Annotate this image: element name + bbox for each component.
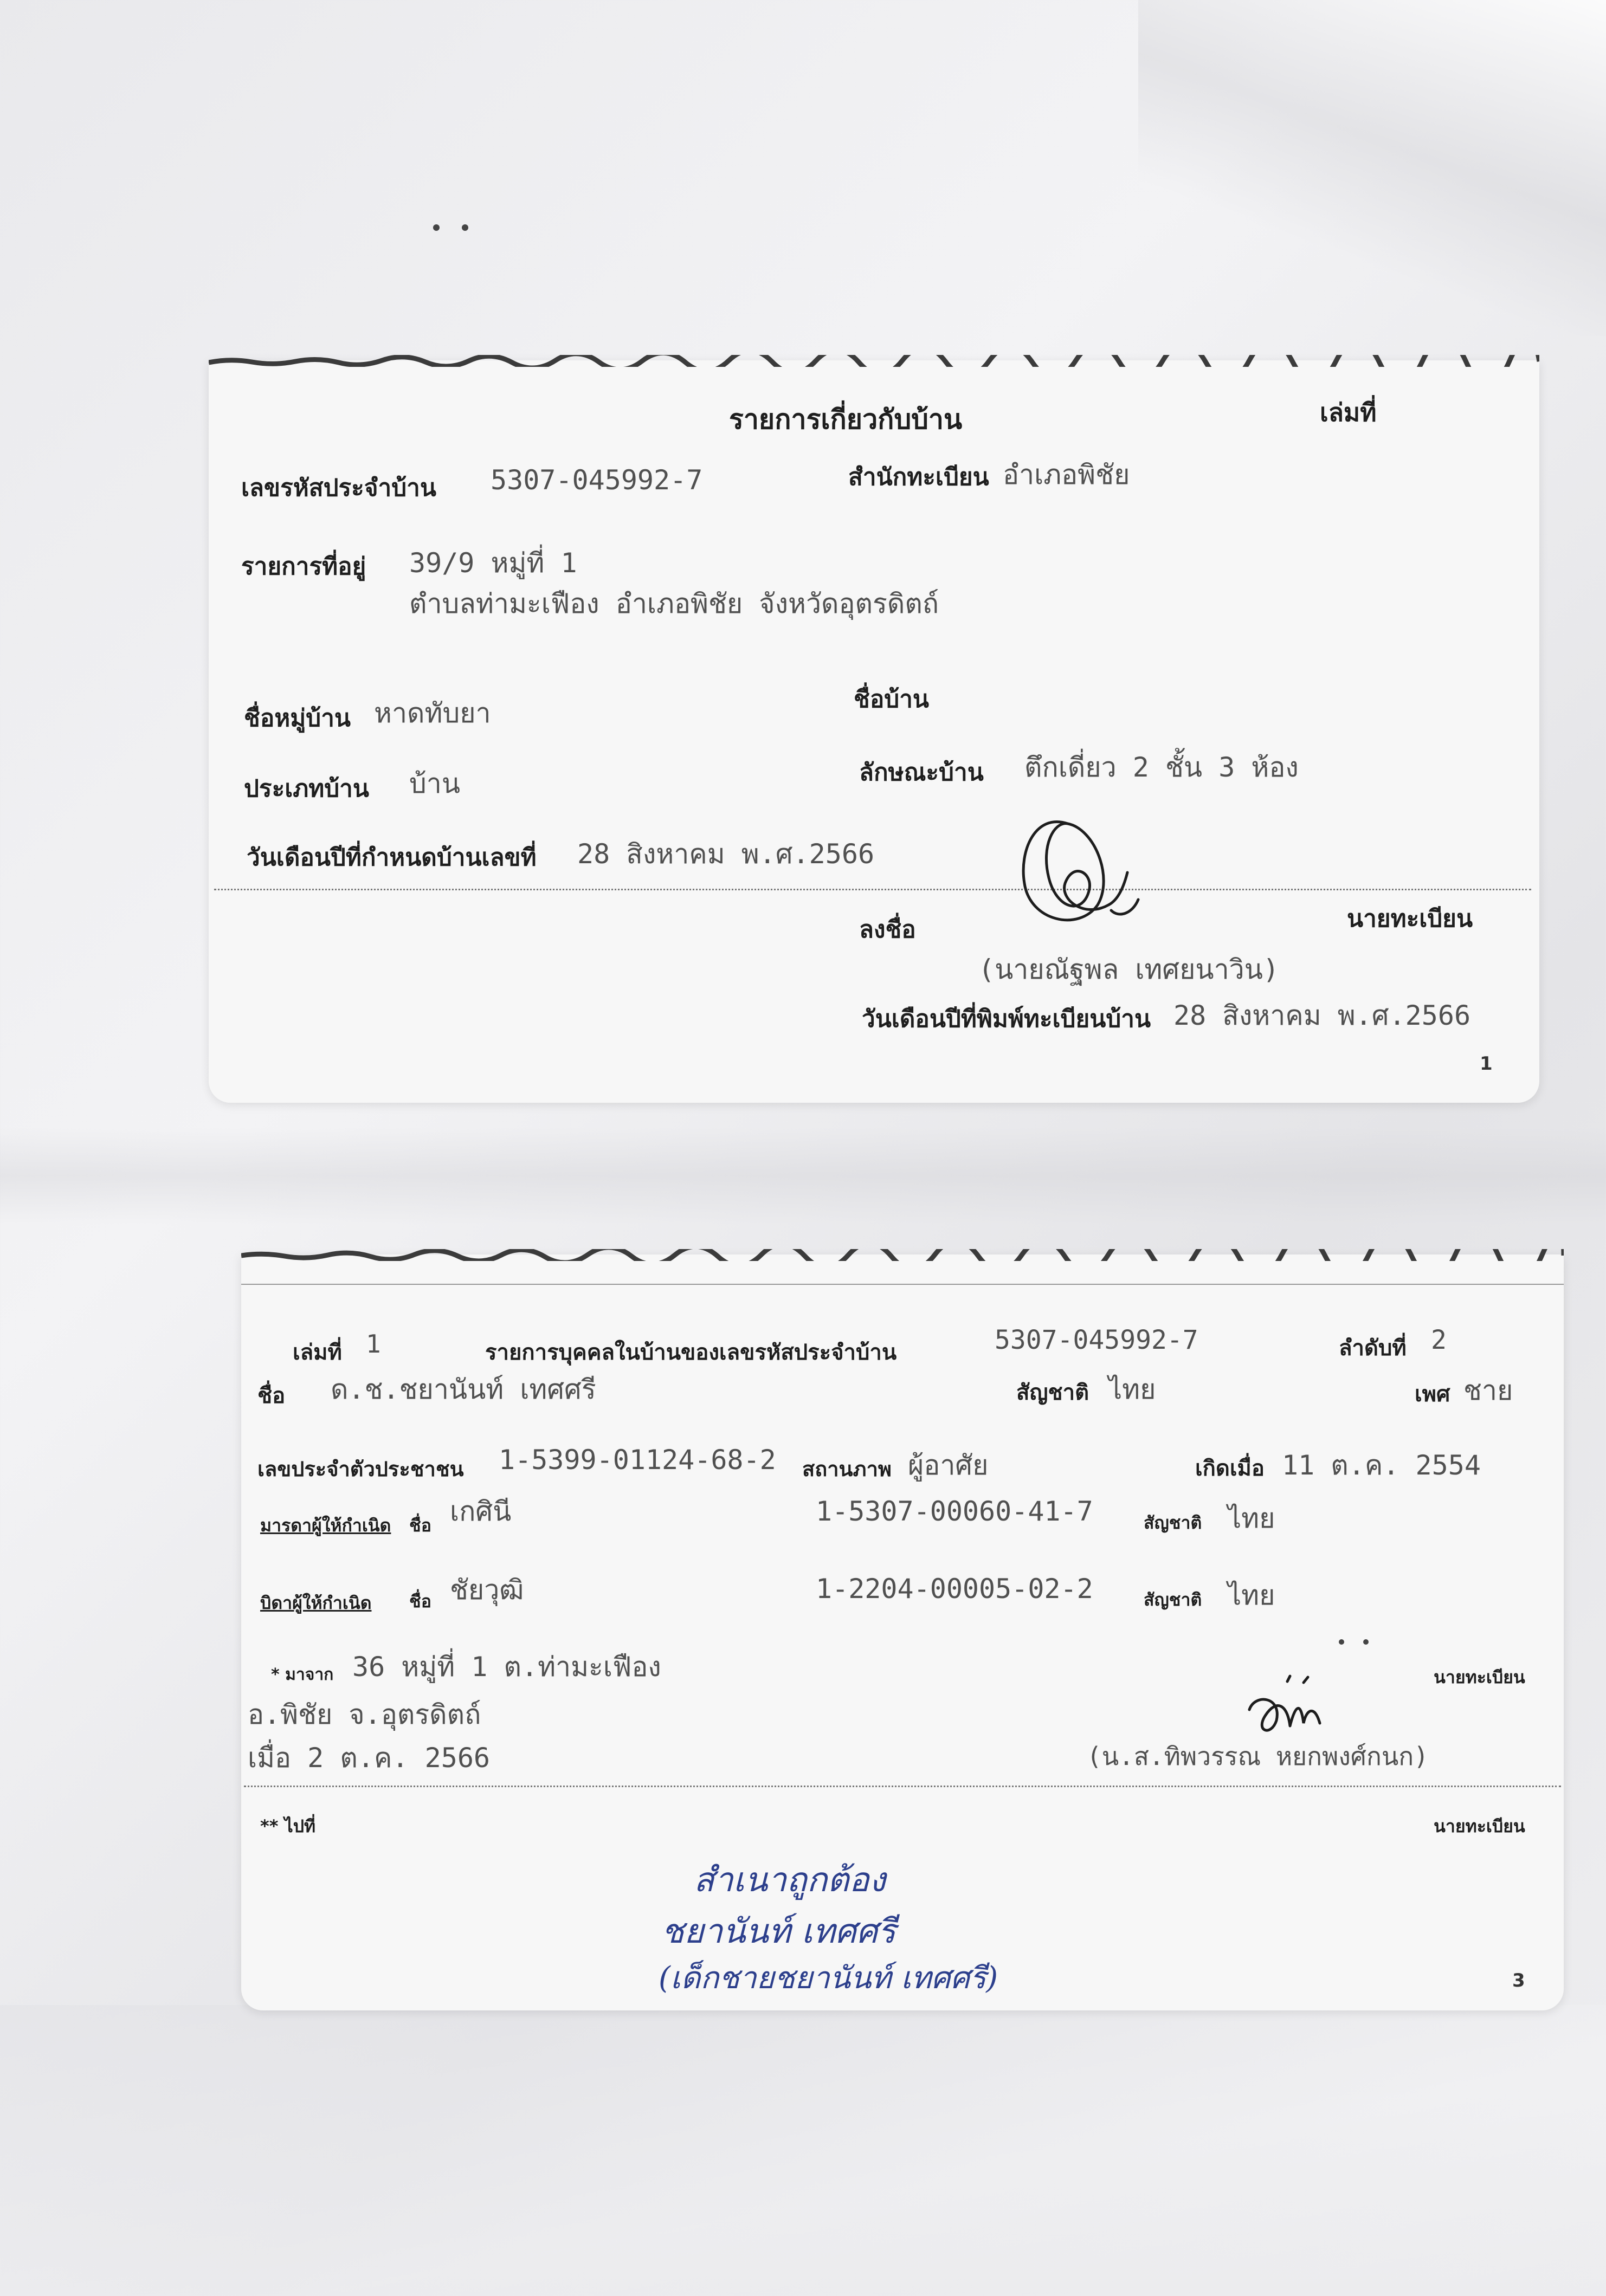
page-number: 1 — [1480, 1053, 1493, 1075]
mother-id: 1-5307-00060-41-7 — [816, 1496, 1093, 1527]
nationality: ไทย — [1108, 1374, 1156, 1405]
book-label: เล่มที่ — [1320, 398, 1377, 427]
mother-nationality-label: สัญชาติ — [1144, 1512, 1202, 1533]
father-nationality: ไทย — [1228, 1580, 1275, 1611]
print-date-label: วันเดือนปีที่พิมพ์ทะเบียนบ้าน — [862, 1005, 1151, 1033]
father-label: บิดาผู้ให้กำเนิด — [260, 1593, 372, 1613]
house-type: บ้าน — [409, 768, 460, 799]
house-code: 5307-045992-7 — [491, 464, 703, 496]
address-label: รายการที่อยู่ — [241, 553, 366, 580]
book-number: 1 — [366, 1329, 381, 1359]
father-name: ชัยวุฒิ — [450, 1574, 524, 1606]
house-name-label: ชื่อบ้าน — [854, 685, 930, 713]
mother-name-label: ชื่อ — [409, 1515, 431, 1536]
paper-crease-top — [1138, 0, 1606, 336]
moved-to-label: ** ไปที่ — [260, 1816, 316, 1836]
mother-nationality: ไทย — [1228, 1503, 1275, 1534]
nationality-label: สัญชาติ — [1016, 1380, 1089, 1405]
moved-from-line2: อ.พิชัย จ.อุตรดิตถ์ — [248, 1699, 481, 1730]
book-label: เล่มที่ — [293, 1340, 342, 1365]
house-number-date: 28 สิงหาคม พ.ศ.2566 — [577, 838, 875, 870]
house-code-label: เลขรหัสประจำบ้าน — [241, 474, 436, 502]
registrar-name: (น.ส.ทิพวรรณ หยกพงศ์กนก) — [1087, 1742, 1429, 1771]
sex: ชาย — [1463, 1375, 1513, 1406]
moved-from-line1: 36 หมู่ที่ 1 ต.ท่ามะเฟือง — [352, 1651, 661, 1683]
ink-dots — [1336, 1637, 1374, 1647]
birth-date: 11 ต.ค. 2554 — [1282, 1450, 1481, 1481]
house-character: ตึกเดี่ยว 2 ชั้น 3 ห้อง — [1024, 752, 1299, 783]
father-nationality-label: สัญชาติ — [1144, 1589, 1202, 1610]
moved-from-line3: เมื่อ 2 ต.ค. 2566 — [248, 1742, 491, 1774]
registry-office: อำเภอพิชัย — [1003, 459, 1130, 490]
status: ผู้อาศัย — [908, 1450, 989, 1481]
status-label: สถานภาพ — [802, 1457, 892, 1481]
dotted-divider — [214, 889, 1531, 890]
house-character-label: ลักษณะบ้าน — [859, 759, 984, 786]
person-record-title: รายการบุคคลในบ้านของเลขรหัสประจำบ้าน — [485, 1340, 897, 1365]
birth-label: เกิดเมื่อ — [1195, 1456, 1265, 1481]
paper-crease-bottom — [0, 2005, 1606, 2296]
mother-name: เกศินี — [450, 1496, 512, 1527]
sex-label: เพศ — [1415, 1382, 1450, 1407]
person-name: ด.ช.ชยานันท์ เทศศรี — [331, 1374, 596, 1405]
handwritten-signature-name: ชยานันท์ เทศศรี — [661, 1911, 896, 1951]
order-label: ลำดับที่ — [1339, 1336, 1407, 1361]
registrar-name: (นายณัฐพล เทศยนาวิน) — [978, 954, 1280, 985]
registrar-label: นายทะเบียน — [1347, 905, 1473, 933]
address-line1: 39/9 หมู่ที่ 1 — [409, 547, 577, 579]
top-rule — [241, 1284, 1564, 1285]
house-number-date-label: วันเดือนปีที่กำหนดบ้านเลขที่ — [247, 844, 537, 871]
paper-crease-middle — [0, 1127, 1606, 1225]
ink-dots — [428, 219, 477, 236]
house-record-title: รายการเกี่ยวกับบ้าน — [729, 404, 963, 435]
torn-edge — [209, 355, 1539, 367]
registrar-label: นายทะเบียน — [1434, 1667, 1525, 1687]
father-id: 1-2204-00005-02-2 — [816, 1573, 1093, 1605]
house-code: 5307-045992-7 — [995, 1325, 1198, 1355]
address-line2: ตำบลท่ามะเฟือง อำเภอพิชัย จังหวัดอุตรดิตถ์ — [409, 588, 939, 619]
torn-edge — [241, 1249, 1564, 1261]
village-name: หาดทับยา — [374, 697, 491, 729]
id-number: 1-5399-01124-68-2 — [499, 1444, 776, 1476]
village-name-label: ชื่อหมู่บ้าน — [244, 704, 351, 732]
handwritten-full-name: (เด็กชายชยานันท์ เทศศรี) — [659, 1961, 998, 1996]
person-record-card — [241, 1254, 1564, 2010]
registrar-signature — [1003, 802, 1144, 948]
handwritten-certified-copy: สำเนาถูกต้อง — [694, 1860, 886, 1899]
registrar-label-2: นายทะเบียน — [1434, 1816, 1525, 1836]
name-label: ชื่อ — [257, 1383, 286, 1408]
id-label: เลขประจำตัวประชาชน — [257, 1457, 464, 1481]
house-record-card — [209, 360, 1539, 1103]
dotted-divider — [244, 1786, 1561, 1787]
registrar-signature — [1239, 1672, 1347, 1748]
house-type-label: ประเภทบ้าน — [244, 775, 369, 803]
mother-label: มารดาผู้ให้กำเนิด — [260, 1515, 391, 1536]
moved-from-label: * มาจาก — [271, 1665, 334, 1684]
page-number: 3 — [1512, 1970, 1525, 1991]
father-name-label: ชื่อ — [409, 1591, 431, 1612]
print-date: 28 สิงหาคม พ.ศ.2566 — [1173, 1000, 1471, 1031]
registry-office-label: สำนักทะเบียน — [848, 463, 989, 491]
order-number: 2 — [1431, 1325, 1447, 1355]
signed-label: ลงชื่อ — [859, 916, 916, 943]
